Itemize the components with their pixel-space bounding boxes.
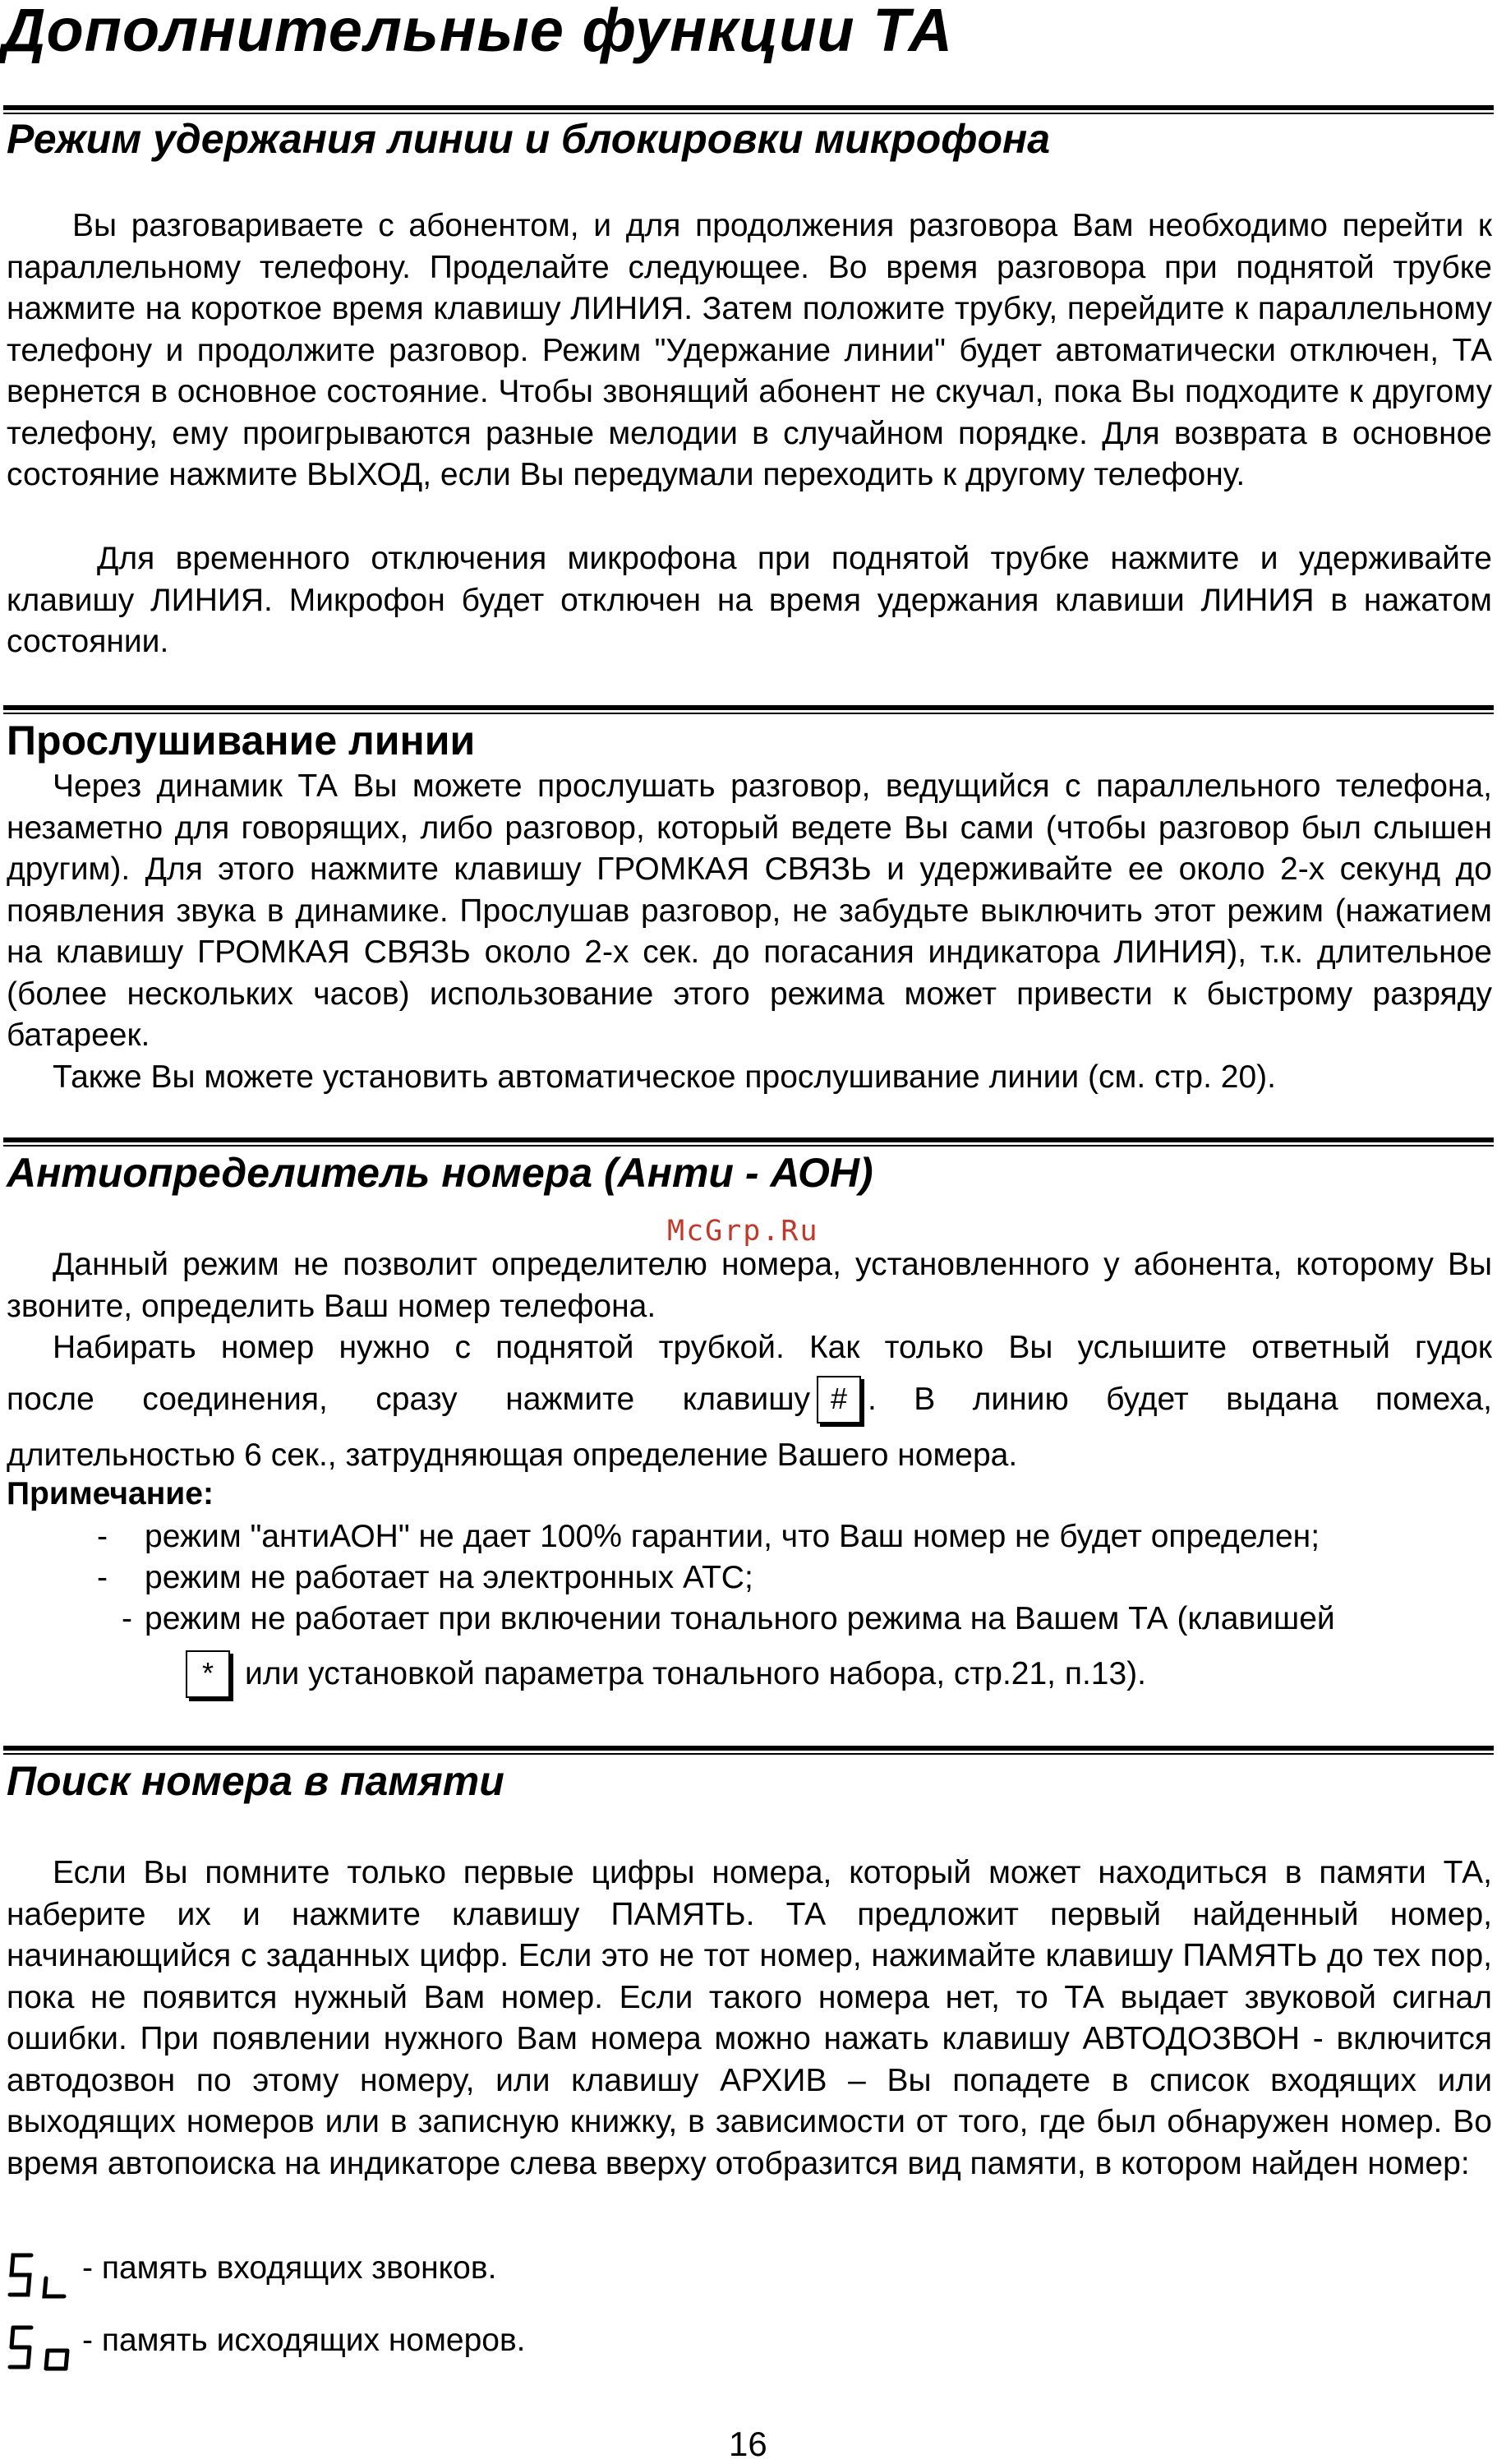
listen-paragraph-1: Через динамик ТА Вы можете прослушать разговор, ведущийся с параллельного телефона, незаметно для говорящих, либо разговор, который ведете Вы сами (чтобы разговор был слышен другим). Для этого нажмите клавишу ГРОМКАЯ СВЯЗЬ и удерживайте ее около 2-х секунд до появления звука в динамике. Прослушав разговор, не забудьте выключить этот режим (нажатием на клавишу ГРОМКАЯ СВЯЗЬ около 2-х сек. до погасания индикатора ЛИНИЯ), т.к. длительное (более нескольких часов) использование этого режима может привести к быстрому разряду батареек. <box>7 768 1492 1053</box>
page-title: Дополнительные функции ТА <box>2 0 954 64</box>
note-bullet-text: режим не работает при включении тонального режима на Вашем ТА (клавишей <box>145 1601 1335 1636</box>
anti-paragraph-2-line-1: Набирать номер нужно с поднятой трубкой. Как только Вы услышите ответный гудок <box>53 1330 1492 1365</box>
section-title-anti-aon: Антиопределитель номера (Анти - АОН) <box>7 1150 873 1196</box>
note-bullet-continuation-text: или установкой параметра тонального набора, стр.21, п.13). <box>245 1656 1147 1691</box>
section-divider <box>3 705 1494 714</box>
anti-paragraph-2-line-3: длительностью 6 сек., затрудняющая определение Вашего номера. <box>7 1437 1018 1473</box>
anti-text-before-key: после соединения, сразу нажмите клавишу <box>7 1381 810 1417</box>
note-bullet-text: режим не работает на электронных АТС; <box>145 1560 753 1595</box>
section-divider <box>3 1137 1494 1147</box>
section-title-memory-search: Поиск номера в памяти <box>7 1758 504 1804</box>
listen-paragraph-2: Также Вы можете установить автоматическое прослушивание линии (см. стр. 20). <box>53 1059 1276 1095</box>
note-bullet-text: режим "антиАОН" не дает 100% гарантии, что Ваш номер не будет определен; <box>145 1519 1320 1554</box>
hash-key-icon: # <box>817 1376 861 1423</box>
segment-legend-outgoing: - память исходящих номеров. <box>82 2323 526 2358</box>
anti-text-after-key: . В линию будет выдана помеха, <box>868 1381 1492 1417</box>
hold-paragraph-1: Вы разговариваете с абонентом, и для продолжения разговора Вам необходимо перейти к параллельному телефону. Проделайте следующее. Во время разговора при поднятой трубке нажмите на короткое время клавишу ЛИНИЯ. Затем положите трубку, перейдите к параллельному телефону и продолжите разговор. Режим "Удержание линии" будет автоматически отключен, ТА вернется в основное состояние. Чтобы звонящий абонент не скучал, пока Вы подходите к другому телефону, ему проигрываются разные мелодии в случайном порядке. Для возврата в основное состояние нажмите ВЫХОД, если Вы передумали переходить к другому телефону. <box>7 208 1492 492</box>
page-number: 16 <box>729 2425 767 2463</box>
note-bullet-continuation <box>177 1650 1146 1698</box>
note-bullet-dash: - <box>97 1519 108 1554</box>
note-bullet-dash: - <box>122 1601 132 1636</box>
section-divider <box>3 105 1494 114</box>
search-paragraph-1: Если Вы помните только первые цифры номера, который может находиться в памяти ТА, наберите их и нажмите клавишу ПАМЯТЬ. ТА предложит первый найденный номер, начинающийся с заданных цифр. Если это не тот номер, нажимайте клавишу ПАМЯТЬ до тех пор, пока не появится нужный Вам номер. Если такого номера нет, то ТА выдает звуковой сигнал ошибки. При появлении нужного Вам номера можно нажать клавишу АВТОДОЗВОН - включится автодозвон по этому номеру, или клавишу АРХИВ – Вы попадете в список входящих или выходящих номеров или в записную книжку, в зависимости от того, где был обнаружен номер. Во время автопоиска на индикаторе слева вверху отобразится вид памяти, в котором найден номер: <box>7 1855 1492 2181</box>
segment-legend-incoming: - память входящих звонков. <box>82 2250 497 2286</box>
star-key-icon: * <box>186 1650 230 1698</box>
section-title-listen: Прослушивание линии <box>7 718 476 764</box>
note-bullet-dash: - <box>97 1560 108 1595</box>
anti-paragraph-2-line-2 <box>7 1376 1492 1423</box>
note-label: Примечание: <box>7 1476 214 1511</box>
hold-paragraph-2: Для временного отключения микрофона при поднятой трубке нажмите и удерживайте клавишу ЛИНИЯ. Микрофон будет отключен на время удержания клавиши ЛИНИЯ в нажатом состоянии. <box>7 541 1492 659</box>
watermark: McGrp.Ru <box>667 1215 819 1248</box>
section-title-hold: Режим удержания линии и блокировки микрофона <box>7 116 1051 162</box>
section-divider <box>3 1746 1494 1755</box>
anti-paragraph-1: Данный режим не позволит определителю номера, установленного у абонента, которому Вы звоните, определить Ваш номер телефона. <box>7 1247 1492 1324</box>
segment-display-sl-icon <box>7 2245 77 2303</box>
segment-display-so-icon <box>7 2318 77 2375</box>
